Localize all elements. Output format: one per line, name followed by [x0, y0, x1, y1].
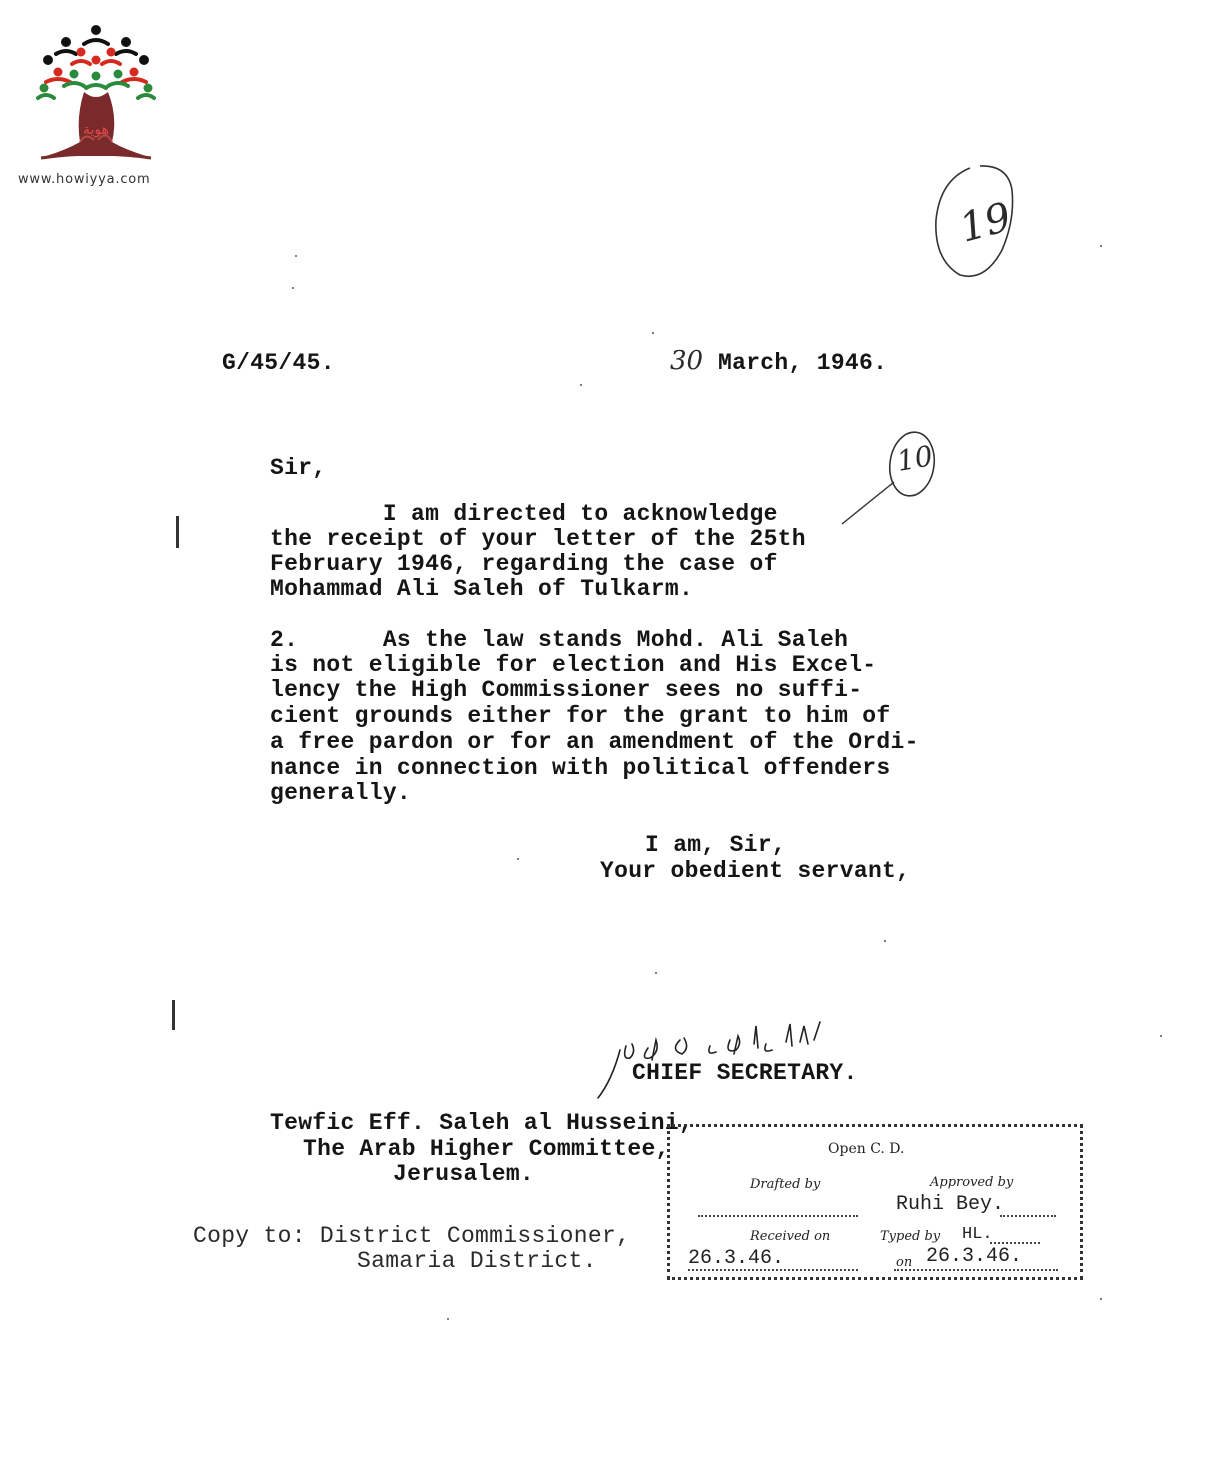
svg-text:هوية: هوية — [82, 122, 110, 138]
stamp-received-label: Received on — [750, 1229, 831, 1244]
scan-speck — [655, 972, 657, 974]
scan-speck — [517, 858, 519, 860]
scan-speck — [1160, 1035, 1162, 1037]
date-text: March, 1946. — [718, 350, 888, 376]
reference-number: G/45/45. — [222, 350, 335, 376]
scan-speck — [295, 255, 297, 257]
date-day-handwritten: 30 — [670, 346, 704, 376]
scan-speck — [292, 287, 294, 289]
circled-folio-icon — [820, 420, 940, 535]
paragraph-2-line-2: is not eligible for election and His Excel- — [270, 652, 877, 678]
stamp-typed-on-value: 26.3.46. — [926, 1245, 1023, 1268]
addressee-line-1: Tewfic Eff. Saleh al Husseini, — [270, 1110, 694, 1136]
copy-to-line-1: Copy to: District Commissioner, — [193, 1223, 631, 1249]
stamp-received-value: 26.3.46. — [688, 1247, 785, 1270]
addressee-line-2: The Arab Higher Committee, — [303, 1136, 670, 1162]
paragraph-2-line-6: nance in connection with political offenders — [270, 755, 891, 781]
paragraph-1-line-1: I am directed to acknowledge — [270, 501, 778, 527]
stamp-approved-label: Approved by — [930, 1175, 1014, 1190]
closing-line-2: Your obedient servant, — [600, 858, 911, 884]
stamp-approved-value: Ruhi Bey. — [896, 1193, 1005, 1216]
stamp-received-line — [688, 1269, 858, 1271]
scan-speck — [884, 940, 886, 942]
paragraph-2-line-5: a free pardon or for an amendment of the Ordi- — [270, 729, 919, 755]
stamp-approved-line — [1000, 1215, 1056, 1217]
scan-speck — [652, 332, 654, 334]
paragraph-1-line-4: Mohammad Ali Saleh of Tulkarm. — [270, 576, 694, 602]
closing-line-1: I am, Sir, — [645, 832, 787, 858]
scan-speck — [580, 384, 582, 386]
logo-url-text: www.howiyya.com — [18, 172, 151, 187]
office-stamp — [667, 1124, 1083, 1280]
stamp-on-label: on — [896, 1255, 913, 1270]
paragraph-1-line-2: the receipt of your letter of the 25th — [270, 526, 806, 552]
addressee-line-3: Jerusalem. — [393, 1161, 535, 1187]
folio-number: 10 — [894, 439, 936, 478]
top-right-annotation: 19 — [954, 194, 1016, 252]
paragraph-2-line-7: generally. — [270, 780, 412, 806]
scan-speck — [1100, 245, 1102, 247]
stamp-typed-label: Typed by — [880, 1229, 941, 1244]
paragraph-1-line-3: February 1946, regarding the case of — [270, 551, 778, 577]
paragraph-2-line-3: lency the High Commissioner sees no suffi- — [270, 677, 863, 703]
stamp-drafted-label: Drafted by — [750, 1177, 821, 1192]
scan-speck — [447, 1318, 449, 1320]
copy-to-line-2: Samaria District. — [357, 1248, 597, 1274]
paragraph-2-line-4: cient grounds either for the grant to him of — [270, 703, 891, 729]
salutation: Sir, — [270, 455, 327, 481]
paragraph-2-line-1: 2. As the law stands Mohd. Ali Saleh — [270, 627, 849, 653]
scan-speck — [1100, 1298, 1102, 1300]
signatory-title: CHIEF SECRETARY. — [632, 1060, 858, 1086]
margin-mark — [172, 1000, 175, 1030]
margin-mark — [176, 516, 179, 548]
howiyya-logo-icon — [36, 22, 156, 172]
stamp-typed-on-line — [894, 1269, 1058, 1271]
stamp-typed-line — [990, 1242, 1040, 1244]
stamp-title: Open C. D. — [828, 1141, 905, 1157]
stamp-drafted-line — [698, 1215, 858, 1217]
stamp-typed-value: HL. — [962, 1225, 993, 1244]
